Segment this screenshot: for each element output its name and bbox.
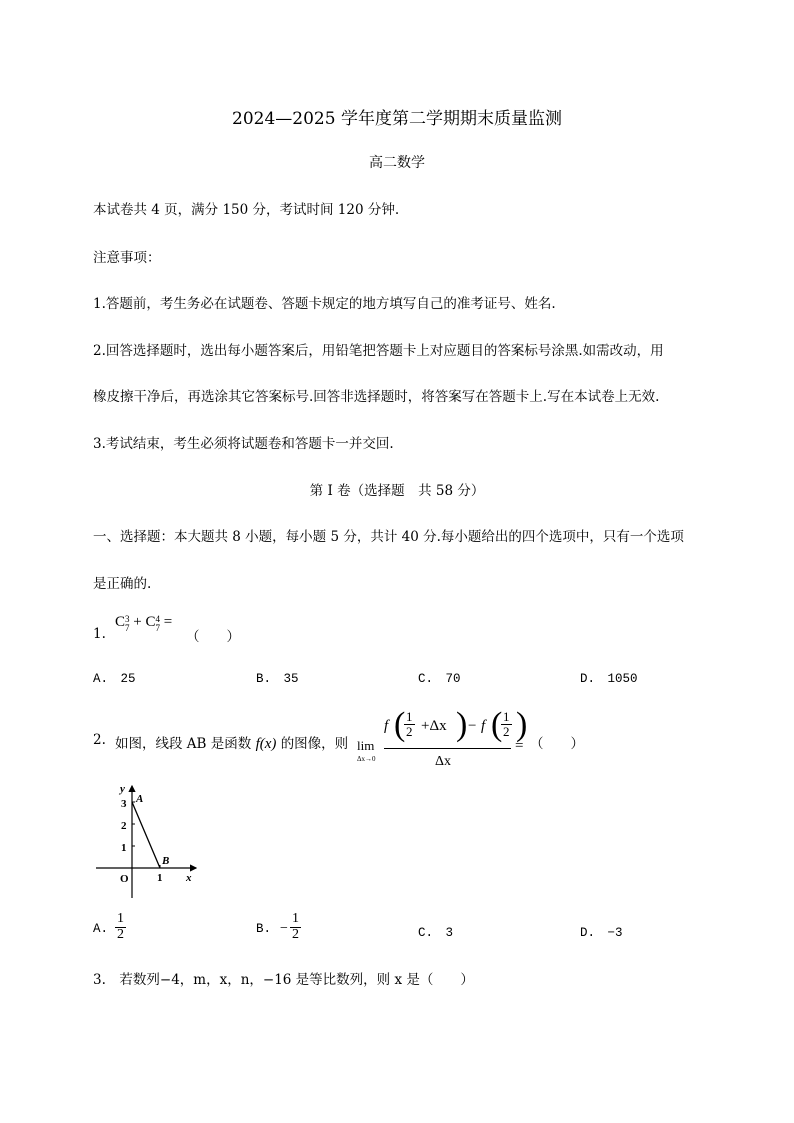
segment-ab	[132, 802, 160, 868]
point-a-label: A	[136, 793, 144, 805]
notice-item-3: 3.考试结束，考生必须将试题卷和答题卡一并交回.	[93, 436, 394, 452]
lim-operator: lim	[357, 738, 375, 753]
function-notation: f(x)	[255, 736, 277, 752]
combination-symbol: C	[145, 614, 156, 630]
fraction-half-denominator: 2	[406, 723, 413, 739]
point-b-label: B	[162, 855, 170, 867]
y-tick-label: 1	[121, 842, 127, 854]
q1-option-c: C. 70	[418, 672, 461, 686]
superscript: 3	[125, 614, 130, 624]
notice-heading: 注意事项：	[93, 250, 161, 266]
combination-expression	[115, 614, 172, 633]
exam-intro: 本试卷共 4 页，满分 150 分，考试时间 120 分钟.	[93, 202, 400, 218]
fraction-half-numerator: 1	[503, 709, 510, 724]
answer-blank: （ ）	[530, 736, 584, 752]
subscript: 7	[125, 623, 130, 633]
q1-option-d: D. 1050	[580, 672, 638, 686]
combination-symbol: C	[115, 614, 126, 630]
notice-item-1: 1.答题前，考生务必在试题卷、答题卡规定的地方填写自己的准考证号、姓名.	[93, 296, 556, 312]
q1-option-a: A. 25	[93, 672, 136, 686]
lim-subscript: Δx→0	[357, 755, 376, 763]
q2-option-c: C. 3	[418, 926, 454, 940]
minus-sign: −	[280, 921, 288, 936]
y-tick-label: 2	[121, 820, 127, 832]
plus-sign: +	[133, 614, 142, 630]
fraction-numerator: 1	[292, 911, 299, 926]
notice-item-2-line-2: 橡皮擦干净后，再选涂其它答案标号.回答非选择题时，将答案写在答题卡上.写在本试卷上无效.	[93, 389, 660, 405]
q1-option-b: B. 35	[256, 672, 299, 686]
part-heading: 第 I 卷（选择题 共 58 分）	[309, 483, 485, 499]
function-symbol: f	[481, 718, 486, 734]
y-tick-label: 3	[121, 798, 127, 810]
equals-sign: =	[515, 738, 524, 754]
question-2-text	[115, 732, 348, 753]
notice-item-2-line-1: 2.回答选择题时，选出每小题答案后，用铅笔把答题卡上对应题目的答案标号涂黑.如需改动，用	[93, 343, 664, 359]
question-text: 的图像，则	[280, 736, 349, 752]
x-axis-label: x	[186, 872, 192, 884]
function-symbol: f	[384, 718, 389, 734]
subscript: 7	[155, 623, 160, 633]
fraction-half-numerator: 1	[406, 709, 413, 724]
superscript: 4	[155, 614, 160, 624]
option-label: B.	[256, 922, 272, 936]
option-label: A.	[93, 922, 109, 936]
minus-sign: −	[468, 718, 477, 734]
section-instructions-line-2: 是正确的.	[93, 576, 152, 592]
origin-label: O	[120, 873, 129, 885]
function-graph	[92, 780, 202, 900]
x-tick-label: 1	[157, 872, 163, 884]
fraction-denominator: 2	[292, 926, 299, 942]
page-title: 2024—2025 学年度第二学期期末质量监测	[232, 109, 562, 129]
y-axis-label: y	[120, 783, 125, 795]
fraction-bar	[384, 748, 511, 749]
equals-sign: =	[163, 614, 173, 630]
fraction-denominator: 2	[117, 926, 124, 942]
fraction-half-denominator: 2	[503, 723, 510, 739]
fraction-denominator: Δx	[435, 754, 452, 769]
answer-blank: （ ）	[186, 629, 240, 645]
question-3: 3. 若数列−4，m，x，n，−16 是等比数列，则 x 是（ ）	[93, 972, 474, 988]
plus-delta-x: +Δx	[421, 718, 447, 734]
section-instructions-line-1: 一、选择题：本大题共 8 小题，每小题 5 分，共计 40 分.每小题给出的四个选项中，只有一个选项	[93, 529, 684, 545]
question-2-number: 2.	[93, 732, 106, 748]
question-text: 如图，线段 AB 是函数	[115, 736, 252, 752]
q2-option-d: D. −3	[580, 926, 623, 940]
subject-title: 高二数学	[369, 155, 425, 171]
question-number: 1.	[93, 626, 106, 642]
fraction-numerator: 1	[117, 911, 124, 926]
